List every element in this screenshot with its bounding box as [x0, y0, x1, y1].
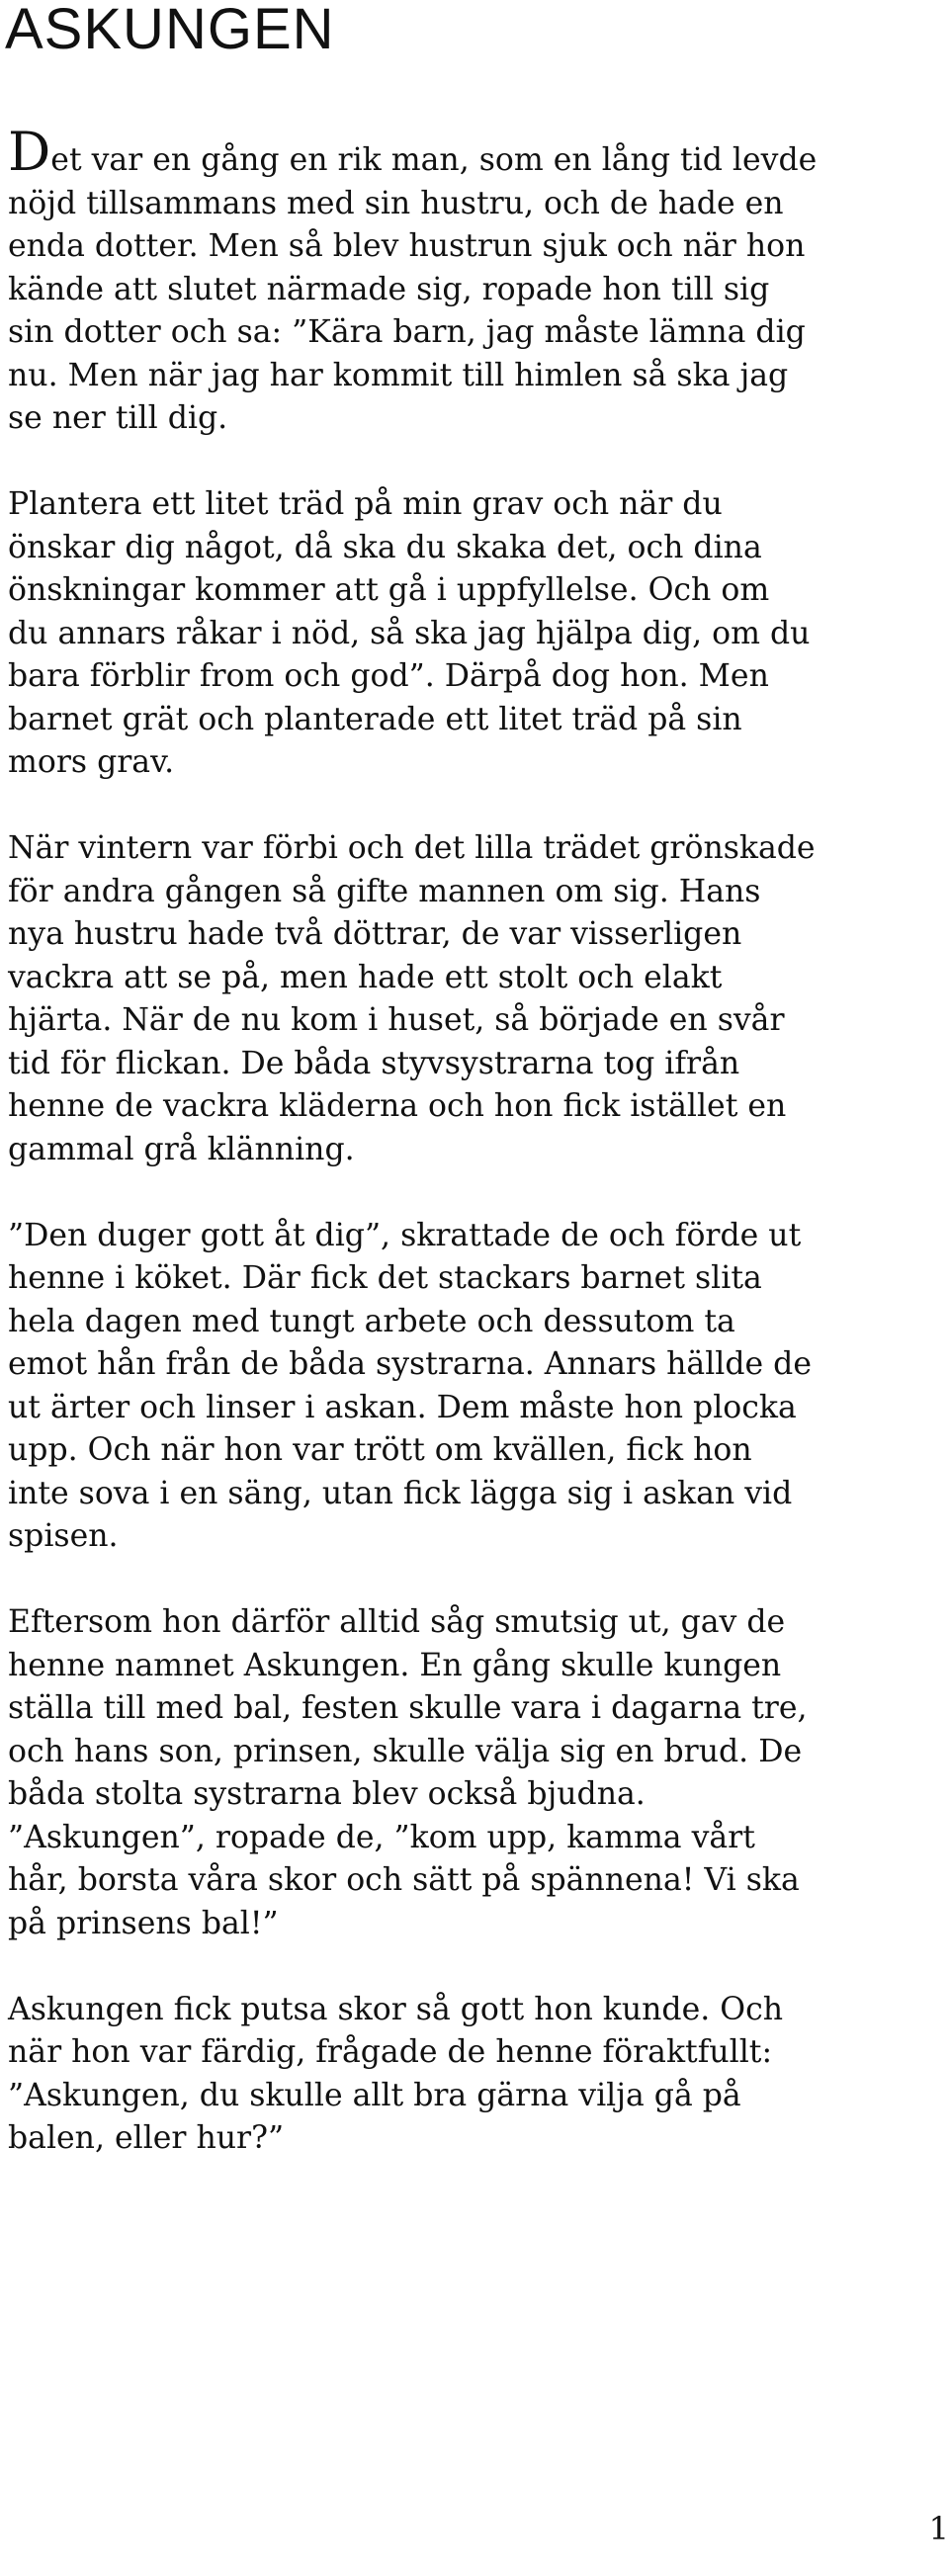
text-line: henne i köket. Där fick det stackars barnet slita [8, 1260, 762, 1296]
text-line: spisen. [8, 1518, 119, 1554]
paragraph [8, 121, 932, 441]
drop-cap: D [8, 121, 51, 183]
text-line: vackra att se på, men hade ett stolt och elakt [8, 959, 723, 995]
text-line: nu. Men när jag har kommit till himlen så ska jag [8, 357, 789, 393]
text-line: henne namnet Askungen. En gång skulle kungen [8, 1647, 782, 1683]
paragraph [8, 1601, 932, 1945]
text-line: kände att slutet närmade sig, ropade hon till sig [8, 271, 770, 307]
text-line: bara förblir from och god”. Därpå dog hon. Men [8, 658, 769, 694]
text-line: ”Den duger gott åt dig”, skrattade de och förde ut [8, 1217, 802, 1253]
paragraph [8, 827, 932, 1171]
text-line: Plantera ett litet träd på min grav och när du [8, 486, 723, 522]
text-line: ställa till med bal, festen skulle vara i dagarna tre, [8, 1690, 808, 1726]
text-line: emot hån från de båda systrarna. Annars hällde de [8, 1346, 812, 1382]
paragraph [8, 1215, 932, 1559]
text-line: hjärta. När de nu kom i huset, så började en svår [8, 1002, 785, 1038]
text-line: och hans son, prinsen, skulle välja sig en brud. De [8, 1733, 803, 1769]
text-line: båda stolta systrarna blev också bjudna. [8, 1776, 646, 1812]
text-line: tid för flickan. De båda styvsystrarna tog ifrån [8, 1045, 740, 1081]
text-line: mors grav. [8, 744, 175, 780]
paragraph [8, 483, 932, 785]
paragraph [8, 1989, 932, 2161]
text-line: önskar dig något, då ska du skaka det, och dina [8, 529, 762, 565]
text-line: inte sova i en säng, utan fick lägga sig i askan vid [8, 1475, 793, 1511]
text-line: du annars råkar i nöd, så ska jag hjälpa dig, om du [8, 615, 811, 651]
text-line: Det var en gång en rik man, som en lång tid levde [8, 121, 818, 183]
page-number: 1 [928, 2510, 949, 2547]
text-line: för andra gången så gifte mannen om sig. Hans [8, 873, 761, 909]
text-line: nöjd tillsammans med sin hustru, och de hade en [8, 185, 784, 221]
document-body [8, 121, 932, 2203]
text-line: ut ärter och linser i askan. Dem måste hon plocka [8, 1389, 797, 1425]
text-line: önskningar kommer att gå i uppfyllelse. Och om [8, 572, 770, 608]
text-line: balen, eller hur?” [8, 2120, 285, 2156]
text-line: sin dotter och sa: ”Kära barn, jag måste lämna dig [8, 314, 806, 350]
text-line: när hon var färdig, frågade de henne föraktfullt: [8, 2034, 773, 2070]
text-line: enda dotter. Men så blev hustrun sjuk och när hon [8, 228, 806, 264]
text-line: gammal grå klänning. [8, 1131, 355, 1167]
text-line: Eftersom hon därför alltid såg smutsig ut, gav de [8, 1604, 786, 1640]
text-line: När vintern var förbi och det lilla trädet grönskade [8, 830, 816, 866]
text-line: Askungen fick putsa skor så gott hon kunde. Och [8, 1991, 784, 2027]
document-title: ASKUNGEN [5, 0, 335, 61]
text-line: upp. Och när hon var trött om kvällen, fick hon [8, 1432, 752, 1468]
text-line: hår, borsta våra skor och sätt på spännena! Vi ska [8, 1862, 800, 1898]
text-line: hela dagen med tungt arbete och dessutom ta [8, 1303, 735, 1339]
text-line: barnet grät och planterade ett litet träd på sin [8, 701, 742, 737]
text-line: ”Askungen, du skulle allt bra gärna vilja gå på [8, 2077, 741, 2113]
text-line: henne de vackra kläderna och hon fick istället en [8, 1088, 787, 1124]
text-line: se ner till dig. [8, 400, 228, 436]
text-line: på prinsens bal!” [8, 1905, 279, 1941]
text-line: nya hustru hade två döttrar, de var visserligen [8, 916, 742, 952]
text-line: ”Askungen”, ropade de, ”kom upp, kamma vårt [8, 1819, 755, 1855]
